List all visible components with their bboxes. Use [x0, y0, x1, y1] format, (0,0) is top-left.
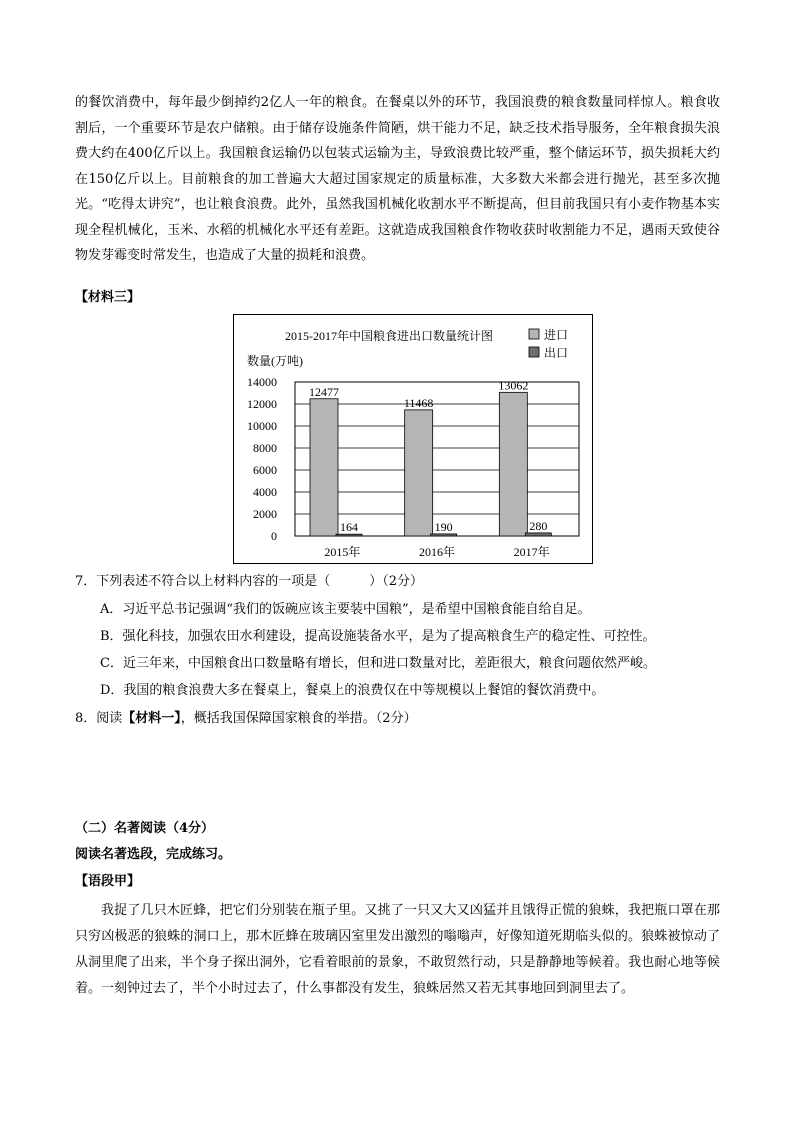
section-2-title: （二）名著阅读（4分）	[75, 821, 215, 836]
chart-y-tick-label: 2000	[253, 507, 277, 521]
passage-a-heading: 【语段甲】	[75, 874, 141, 889]
chart-x-tick-label: 2017年	[513, 545, 550, 559]
question-7-stem: 7．下列表述不符合以上材料内容的一项是（ ）（2分）	[75, 574, 424, 589]
passage-a-text: 我捉了几只木匠蜂，把它们分别装在瓶子里。又挑了一只又大又凶猛并且饿得正慌的狼蛛，我把瓶口罩在那只穷凶极恶的狼蛛的洞口上，那木匠蜂在玻璃囚室里发出激烈的嗡嗡声，好像知道死期临头似的。狼蛛被惊动了从洞里爬了出来，半个身子探出洞外，它看着眼前的景象，不敢贸然行动，只是静静地等候着。我也耐心地等候着。一刻钟过去了，半个小时过去了，什么事都没有发生，狼蛛居然又若无其事地回到洞里去了。	[75, 903, 720, 996]
chart-y-tick-label: 4000	[253, 485, 277, 499]
chart-x-tick-label: 2015年	[324, 545, 361, 559]
section-2-instruction: 阅读名著选段，完成练习。	[75, 847, 232, 862]
chart-data-label: 190	[434, 519, 453, 534]
chart-y-tick-label: 8000	[253, 441, 277, 455]
grain-import-export-chart	[233, 314, 593, 564]
question-8-prefix: 8．阅读	[75, 711, 123, 726]
material-3-heading: 【材料三】	[75, 290, 141, 305]
chart-legend-swatch-进口	[529, 329, 539, 339]
chart-y-tick-label: 0	[271, 529, 277, 543]
chart-y-tick-label: 10000	[247, 419, 277, 433]
chart-bar-出口-2016年	[431, 534, 457, 536]
chart-canvas	[233, 314, 593, 564]
chart-y-tick-label: 6000	[253, 463, 277, 477]
chart-y-tick-label: 14000	[247, 375, 277, 389]
chart-data-label: 11468	[403, 395, 434, 410]
question-8-material-ref: 【材料一】	[122, 711, 181, 726]
chart-x-tick-label: 2016年	[418, 545, 456, 559]
chart-bar-进口-2017年	[499, 392, 527, 536]
chart-data-label: 13062	[498, 378, 529, 393]
chart-legend-label-进口: 进口	[544, 328, 569, 342]
question-7-option-a: A．习近平总书记强调“我们的饭碗应该主要装中国粮”，是希望中国粮食能自给自足。	[100, 602, 591, 617]
chart-data-label: 280	[529, 518, 548, 533]
chart-y-axis-label: 数量(万吨)	[247, 354, 303, 368]
chart-y-tick-label: 12000	[247, 397, 277, 411]
material-2-text: 的餐饮消费中，每年最少倒掉约2亿人一年的粮食。在餐桌以外的环节，我国浪费的粮食数量同样惊人。粮食收割后，一个重要环节是农户储粮。由于储存设施条件简陋，烘干能力不足，缺乏技术指导服务，全年粮食损失浪费大约在400亿斤以上。我国粮食运输仍以包装式运输为主，导致浪费比较严重，整个储运环节，损失损耗大约在150亿斤以上。目前粮食的加工普遍大大超过国家规定的质量标准，大多数大米都会进行抛光，甚至多次抛光。“吃得太讲究”，也让粮食浪费。此外，虽然我国机械化收割水平不断提高，但目前我国只有小麦作物基本实现全程机械化，玉米、水稻的机械化水平还有差距。这就造成我国粮食作物收获时收割能力不足，遇雨天致使谷物发芽霉变时常发生，也造成了大量的损耗和浪费。	[75, 95, 720, 263]
question-7-option-d: D．我国的粮食浪费大多在餐桌上，餐桌上的浪费仅在中等规模以上餐馆的餐饮消费中。	[100, 683, 605, 698]
chart-legend-swatch-出口	[529, 347, 539, 357]
chart-bar-出口-2017年	[525, 533, 551, 536]
chart-x-ticks	[324, 544, 549, 559]
chart-bar-进口-2015年	[310, 399, 338, 536]
question-7-option-b: B．强化科技，加强农田水利建设，提高设施装备水平，是为了提高粮食生产的稳定性、可控性。	[100, 629, 656, 644]
chart-legend-label-出口: 出口	[544, 346, 569, 360]
chart-bar-进口-2016年	[405, 410, 433, 536]
chart-bar-出口-2015年	[336, 534, 362, 536]
question-8-suffix: ，概括我国保障国家粮食的举措。（2分）	[180, 711, 417, 726]
chart-title: 2015-2017年中国粮食进出口数量统计图	[285, 329, 493, 343]
question-8	[75, 708, 417, 730]
chart-data-label: 12477	[309, 384, 339, 399]
chart-data-label: 164	[340, 520, 358, 535]
question-7-option-c: C．近三年来，中国粮食出口数量略有增长，但和进口数量对比，差距很大，粮食问题依然严峻。	[100, 656, 656, 671]
